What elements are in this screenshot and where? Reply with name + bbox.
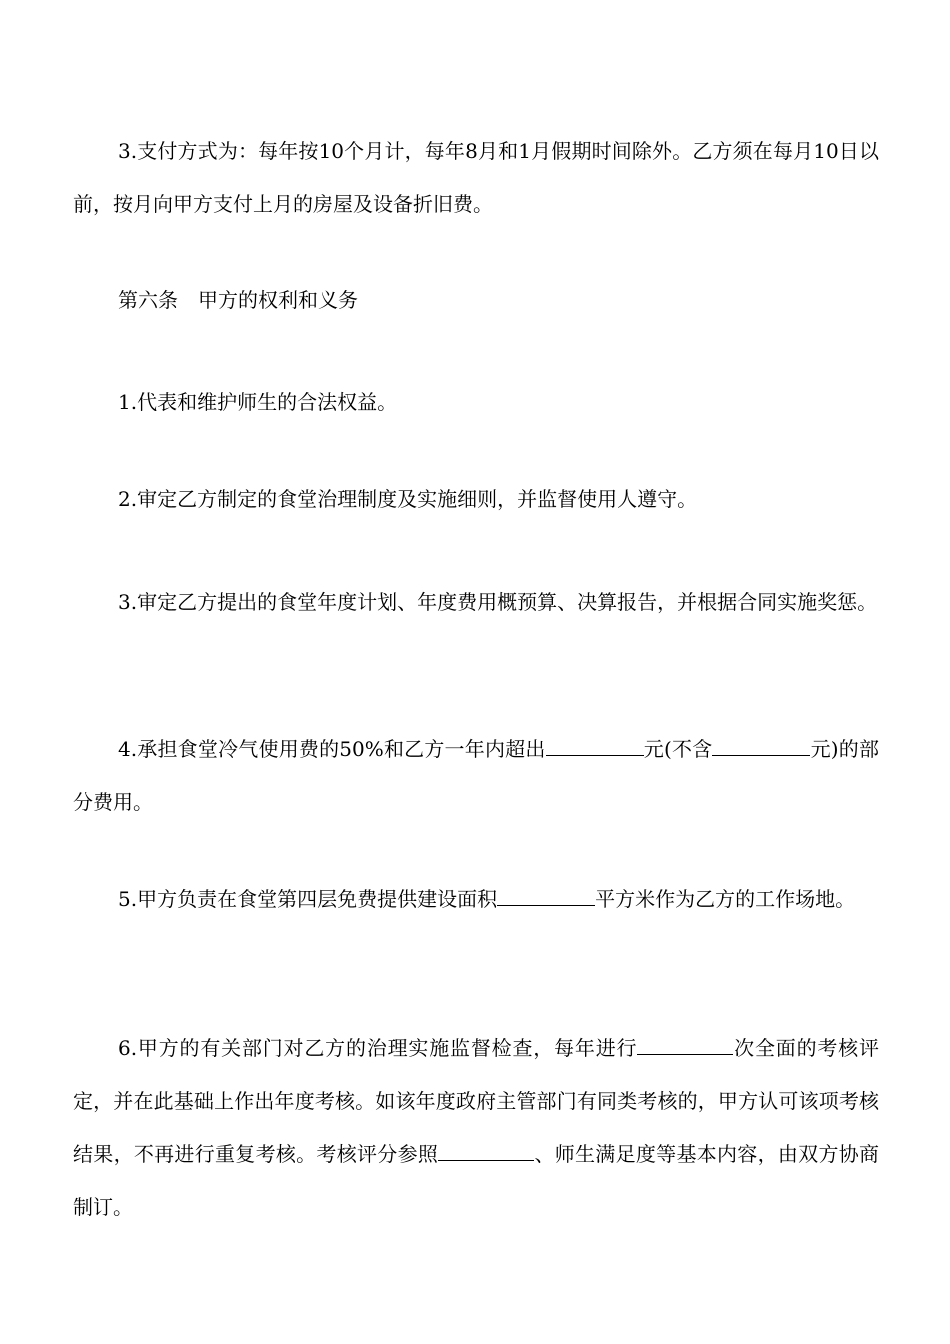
- paragraph-text: 5.甲方负责在食堂第四层免费提供建设面积: [118, 887, 498, 911]
- paragraph-text: 6.甲方的有关部门对乙方的治理实施监督检查，每年进行: [118, 1036, 638, 1060]
- paragraph-text: 3.审定乙方提出的食堂年度计划、年度费用概预算、决算报告，并根据合同实施奖惩。: [118, 590, 878, 614]
- paragraph-text: 次全面的考核评定，并在此基础上作出年度考核。如该年度政府主管部门有同类考核的，甲方认可该项考核结果，不再进行重复考核。考核评分参照: [73, 1036, 879, 1166]
- paragraph-text: 4.承担食堂冷气使用费的50%和乙方一年内超出: [118, 737, 546, 761]
- article-heading: 第六条 甲方的权利和义务: [118, 288, 358, 312]
- paragraph-text: 3.支付方式为：每年按10个月计，每年8月和1月假期时间除外。乙方须在每月10日以前，按月向甲方支付上月的房屋及设备折旧费。: [73, 139, 879, 216]
- blank-line: [546, 735, 644, 756]
- paragraph-item-2: [73, 473, 879, 526]
- paragraph-item-3: [73, 576, 879, 629]
- blank-line: [637, 1034, 733, 1055]
- blank-line: [712, 735, 810, 756]
- paragraph-text: 元)的部分费用。: [73, 737, 879, 814]
- blank-line: [497, 885, 595, 906]
- paragraph-text: 、师生满足度等基本内容，由双方协商制订。: [73, 1142, 880, 1219]
- paragraph-text: 1.代表和维护师生的合法权益。: [118, 390, 398, 414]
- paragraph-item-4: [73, 723, 879, 829]
- paragraph-item-6: [73, 1022, 879, 1234]
- paragraph-item-5: [73, 873, 879, 926]
- paragraph-text: 平方米作为乙方的工作场地。: [595, 887, 856, 911]
- paragraph-text: 2.审定乙方制定的食堂治理制度及实施细则，并监督使用人遵守。: [118, 487, 698, 511]
- paragraph-item-1: [73, 376, 879, 429]
- blank-line: [438, 1140, 534, 1161]
- paragraph-payment-method: [73, 125, 879, 231]
- paragraph-text: 元(不含: [643, 737, 713, 761]
